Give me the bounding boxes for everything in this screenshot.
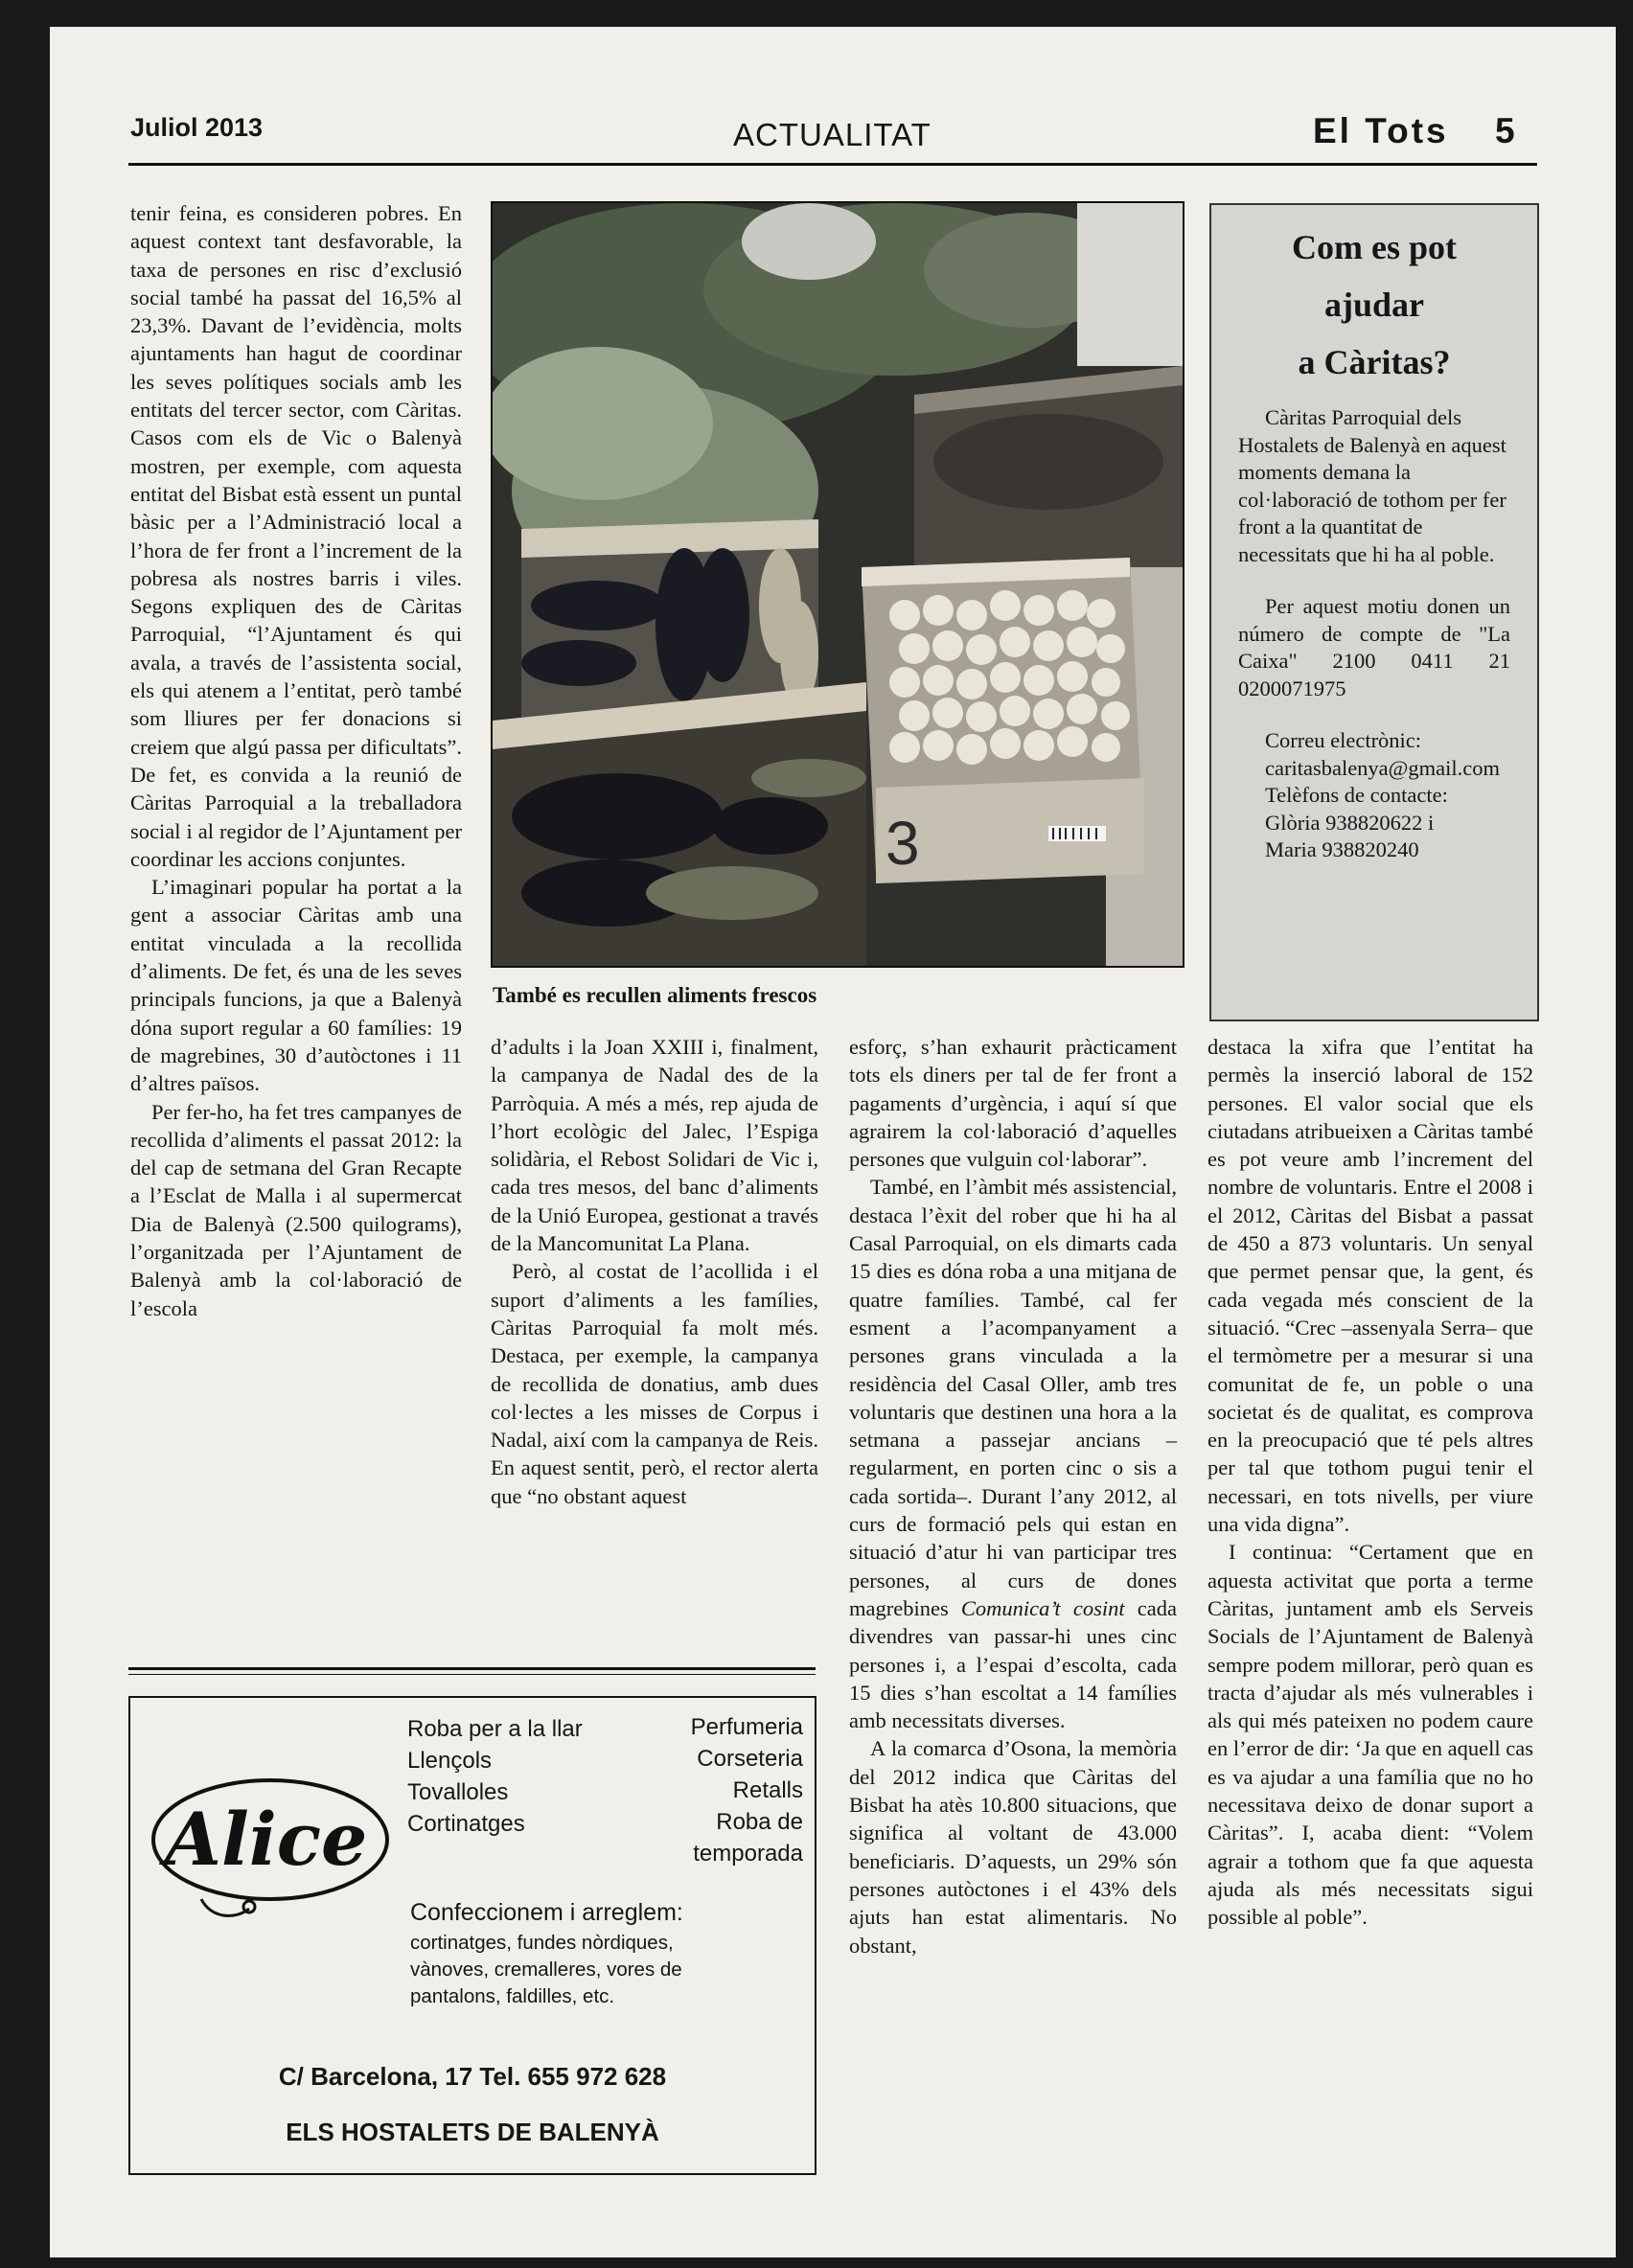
product-item: temporada — [693, 1841, 803, 1867]
product-item: Corseteria — [697, 1746, 803, 1772]
section-title: ACTUALITAT — [733, 117, 932, 152]
header-rule — [128, 163, 1537, 166]
sidebar-title-line: a Càritas? — [1298, 343, 1451, 381]
alice-logo — [144, 1765, 402, 1928]
alice-advertisement — [128, 1696, 816, 2175]
article-column-3 — [849, 1033, 1177, 1959]
sidebar-title — [1211, 218, 1537, 391]
text-run: cada divendres van passar-hi unes cinc persones i, a l’espai d’escolta, cada 15 dies s’han escoltat a 14 famílies amb necessitats diverses. — [849, 1595, 1177, 1733]
sidebar-title-line: ajudar — [1323, 286, 1424, 324]
ad-products-right — [691, 1711, 803, 1869]
paragraph: I continua: “Certament que en aquesta activitat que porta a terme Càritas, juntament amb els Serveis Socials de l’Ajuntament de Balenyà sempre podem millorar, però quan es tracta d’ajudar als més vulnerables i als qui més pateixen no podem caure en l’error de dir: ‘Ja que en aquell cas es va ajudar a una família que no ho necessitava deixo de donar suport a Càritas”. I, acaba dient: “Volem agrair a tothom que fa que aquesta ajuda als més necessitats sigui possible al poble”. — [1208, 1540, 1533, 1930]
product-item: Cortinatges — [407, 1811, 525, 1837]
product-item: Roba de — [716, 1809, 803, 1835]
sidebar-phone: Maria 938820240 — [1265, 837, 1419, 861]
issue-date: Juliol 2013 — [130, 113, 264, 142]
ad-address: C/ Barcelona, 17 Tel. 655 972 628 — [278, 2062, 667, 2091]
sidebar-paragraph: Per aquest motiu donen un número de compte de "La Caixa" 2100 0411 21 0200071975 — [1238, 594, 1510, 700]
paragraph: Però, al costat de l’acollida i el suport d’aliments a les famílies, Càritas Parroquial fa molt més. Destaca, per exemple, la campanya de recollida de donatius, amb dues col·lectes a les misses de Corpus i Nadal, així com la campanya de Reis. En aquest sentit, però, el rector alerta que “no obstant aquest — [491, 1259, 818, 1508]
sidebar-phone: Glòria 938820622 i — [1265, 810, 1435, 835]
sidebar-email-label: Correu electrònic: — [1265, 728, 1422, 752]
vegetables-photo — [491, 201, 1184, 968]
page-number: 5 — [1495, 111, 1515, 150]
sidebar-phones-label: Telèfons de contacte: — [1265, 783, 1448, 807]
article-column-1 — [130, 199, 462, 1322]
publication-name: El Tots — [1313, 111, 1449, 150]
sidebar-paragraph: Càritas Parroquial dels Hostalets de Balenyà en aquest moments demana la col·laboració de tothom per fer front a la quantitat de necessitats que hi ha al poble. — [1238, 405, 1506, 566]
photo-caption: També es recullen aliments frescos — [493, 983, 817, 1007]
paragraph: d’adults i la Joan XXIII i, finalment, la campanya de Nadal des de la Parròquia. A més a més, rep ajuda de l’hort ecològic del Jalec, l’Espiga solidària, el Rebost Solidari de Vic i, cada tres mesos, del banc d’aliments de la Unió Europea, gestionat a través de la Mancomunitat La Plana. — [491, 1035, 818, 1256]
ad-rule — [128, 1674, 816, 1675]
article-column-4 — [1208, 1033, 1533, 1932]
ad-rule — [128, 1667, 816, 1670]
ad-services-title: Confeccionem i arreglem: — [410, 1899, 683, 1926]
product-item: Llençols — [407, 1748, 493, 1774]
paragraph: esforç, s’han exhaurit pràcticament tots els diners per tal de fer front a pagaments d’urgència, i aquí sí que agrairem la col·laboració d’aquelles persones que vulguin col·laborar”. — [849, 1035, 1177, 1172]
product-item: Tovalloles — [407, 1779, 509, 1805]
sidebar-box — [1209, 203, 1539, 1021]
ad-products-left — [407, 1713, 583, 1840]
paragraph: destaca la xifra que l’entitat ha permès la inserció laboral de 152 persones. El valor social que els ciutadans atribueixen a Càritas també es pot veure amb l’increment del nombre de voluntaris. Entre el 2008 i el 2012, Càritas del Bisbat a passat de 450 a 873 voluntaris. Un senyal que permet pensar que, la gent, és cada vegada més conscient de la situació. “Crec –assenyala Serra– que el termòmetre per a mesurar si una comunitat de fe, un poble o una societat és de qualitat, es comprova en la preocupació que té pels altres per tal que tothom pugui tenir el necessari, en tots nivells, per viure una vida digna”. — [1208, 1035, 1533, 1537]
paragraph: Per fer-ho, ha fet tres campanyes de recollida d’aliments el passat 2012: la del cap de setmana del Gran Recapte a l’Esclat de Malla i al supermercat Dia de Balenyà (2.500 quilograms), l’organitzada per l’Ajuntament de Balenyà amb la col·laboració de l’escola — [130, 1099, 462, 1320]
sidebar-body — [1211, 404, 1537, 864]
text-run: També, en l’àmbit més assistencial, destaca l’èxit del rober que hi ha al Casal Parroquial, on els dimarts cada 15 dies es dóna roba a una mitjana de quatre famílies. També, cal fer esment a l’acompanyament a persones grans vinculada a la residència del Casal Oller, amb tres voluntaris que destinen una hora a la setmana a passejar ancians –regularment, en porten cinc o sis a cada sortida–. Durant l’any 2012, al curs de formació pels qui estan en situació d’atur hi van participar tres persones, al curs de dones magrebines — [849, 1175, 1177, 1620]
photo-illustration — [493, 203, 1183, 966]
ad-town: ELS HOSTALETS DE BALENYÀ — [286, 2118, 659, 2146]
paragraph: A la comarca d’Osona, la memòria del 2012 indica que Càritas del Bisbat ha atès 10.800 situacions, que significa al voltant de 43.000 beneficiaris. D’aquests, un 29% són persones autòctones i el 43% dels ajuts han estat alimentaris. No obstant, — [849, 1736, 1177, 1958]
alice-logo-graphic — [144, 1765, 402, 1928]
article-column-2 — [491, 1033, 818, 1510]
logo-wordmark: Alice — [165, 1797, 368, 1882]
product-item: Roba per a la llar — [407, 1716, 583, 1742]
product-item: Retalls — [732, 1777, 803, 1803]
paragraph: L’imaginari popular ha portat a la gent a associar Càritas amb una entitat vinculada a la recollida d’aliments. De fet, és una de les seves principals funcions, ja que a Balenyà dóna suport regular a 60 famílies: 19 de magrebines, 30 d’autòctones i 11 d’altres països. — [130, 875, 462, 1096]
ad-services-text: cortinatges, fundes nòrdiques, vànoves, cremalleres, vores de pantalons, faldilles, etc. — [410, 1932, 682, 2007]
sidebar-title-line: Com es pot — [1292, 228, 1457, 266]
box-number-label: 3 — [886, 809, 920, 878]
paragraph: tenir feina, es consideren pobres. En aquest context tant desfavorable, la taxa de persones en risc d’exclusió social també ha passat del 16,5% al 23,3%. Davant de l’evidència, molts ajuntaments han hagut de coordinar les seves polítiques socials amb les entitats del tercer sector, com Càritas. Casos com els de Vic o Balenyà mostren, per exemple, com aquesta entitat del Bisbat està essent un puntal bàsic per a l’Administració local a l’hora de fer front a l’increment de la pobresa als nostres barris i viles. Segons expliquen des de Càritas Parroquial, “l’Ajuntament és qui avala, a través de l’assistenta social, els qui atenem a l’entitat, però també som lliures per fer donacions si creiem que algú passa per dificultats”. De fet, es convida a la reunió de Càritas Parroquial a la treballadora social i al regidor de l’Ajuntament per coordinar les accions conjuntes. — [130, 201, 462, 871]
product-item: Perfumeria — [690, 1714, 803, 1740]
workshop-name: Comunica’t cosint — [960, 1595, 1125, 1620]
paragraph — [849, 1173, 1177, 1734]
sidebar-email: caritasbalenya@gmail.com — [1265, 755, 1500, 780]
